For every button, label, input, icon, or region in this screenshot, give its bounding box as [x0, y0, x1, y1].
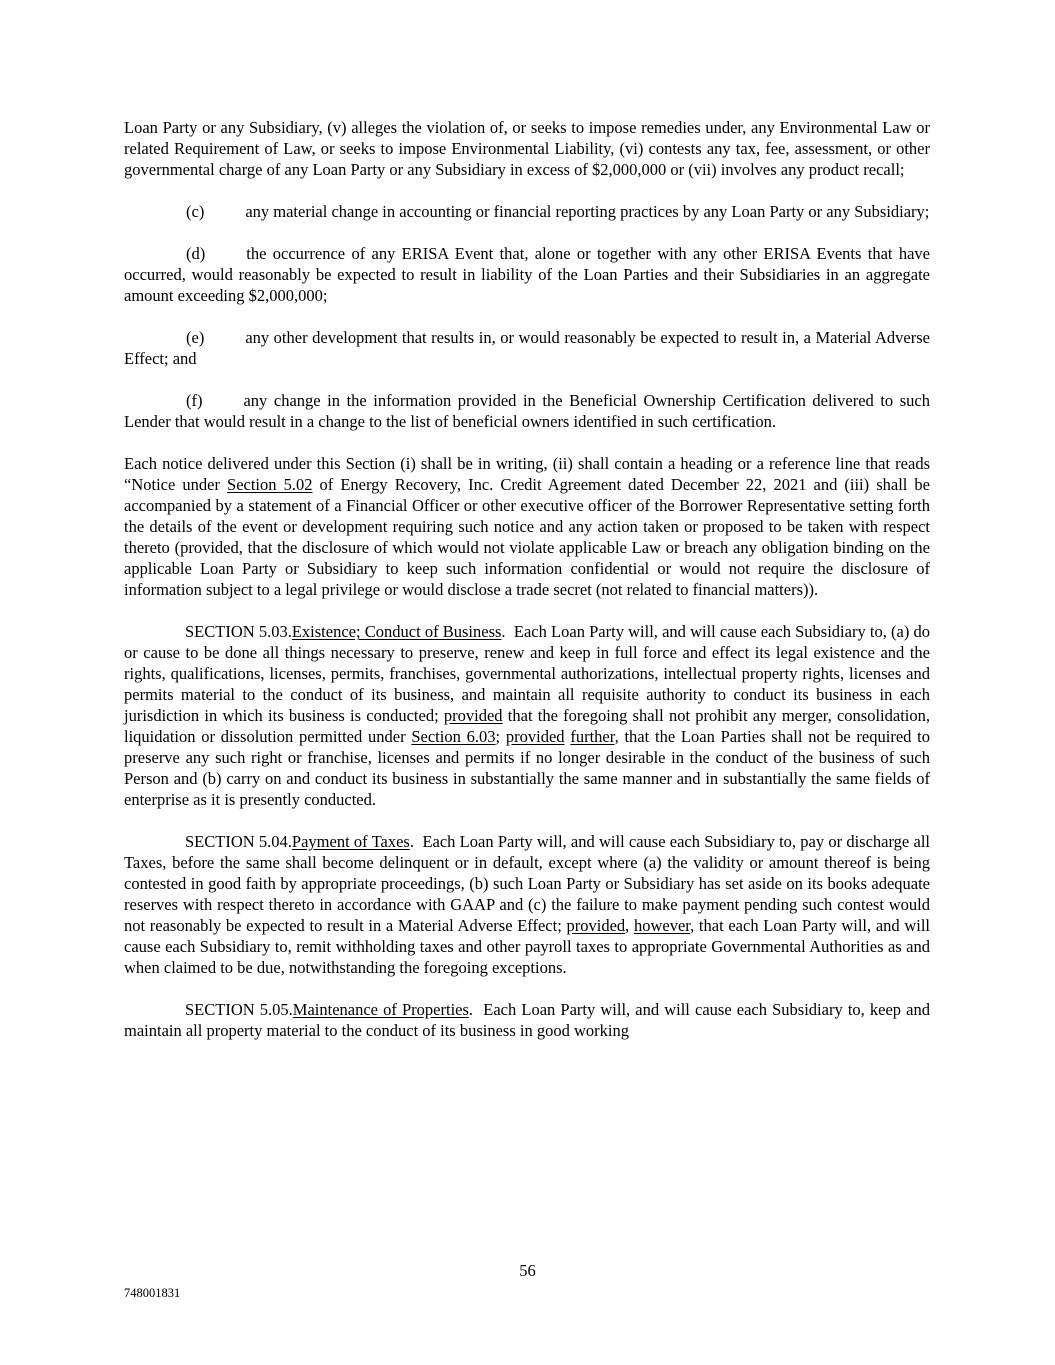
para-item-c: [124, 201, 930, 222]
text-segment: any change in the information provided in the Beneficial Ownership Certification delivered to such Lender that would result in a change to the list of beneficial owners identified in such certification.: [124, 391, 930, 431]
underlined-text-segment: provided: [443, 706, 503, 725]
para-v-continuation: [124, 117, 930, 180]
para-section-5-05: [124, 999, 930, 1041]
document-id: 748001831: [124, 1286, 181, 1300]
underlined-text-segment: Existence; Conduct of Business: [291, 622, 502, 641]
text-segment: (e): [186, 328, 205, 347]
underlined-text-segment: Section 6.03: [411, 727, 496, 746]
underlined-text-segment: Maintenance of Properties: [292, 1000, 469, 1019]
text-segment: SECTION 5.05.: [185, 1000, 293, 1019]
text-segment: . Each Loan Party will, and will cause each Subsidiary to, (a) do or cause to be done all things necessary to preserve, renew and keep in full force and effect its legal existence and the rights, qualifications, licenses, permits, franchises, governmental authorizations, intellectual property rights, licenses and permits material to the conduct of its business, and maintain all requisite authority to conduct its business in each jurisdiction in which its business is conducted;: [124, 622, 930, 725]
document-body: [124, 117, 930, 1041]
para-section-5-04: [124, 831, 930, 978]
text-segment: Loan Party or any Subsidiary, (v) alleges the violation of, or seeks to impose remedies under, any Environmental Law or related Requirement of Law, or seeks to impose Environmental Liability, (vi) contests any tax, fee, assessment, or other governmental charge of any Loan Party or any Subsidiary in excess of $2,000,000 or (vii) involves any product recall;: [124, 118, 930, 179]
text-segment: Each notice delivered under this Section (i) shall be in writing, (ii) shall contain a heading or a reference line that reads “Notice under: [124, 454, 930, 494]
text-segment: the occurrence of any ERISA Event that, alone or together with any other ERISA Events that have occurred, would reasonably be expected to result in liability of the Loan Parties and their Subsidiaries in an aggregate amount exceeding $2,000,000;: [124, 244, 930, 305]
underlined-text-segment: however: [633, 916, 691, 935]
text-segment: ,: [625, 916, 634, 935]
text-segment: . Each Loan Party will, and will cause each Subsidiary to, pay or discharge all Taxes, before the same shall become delinquent or in default, except where (a) the validity or amount thereof is being contested in good faith by appropriate proceedings, (b) such Loan Party or Subsidiary has set aside on its books adequate reserves with respect thereto in accordance with GAAP and (c) the failure to make payment pending such contest would not reasonably be expected to result in a Material Adverse Effect;: [124, 832, 930, 935]
para-item-e: [124, 327, 930, 369]
text-segment: (d): [186, 244, 206, 263]
text-segment: , that the Loan Parties shall not be required to preserve any such right or franchise, licenses and permits if no longer desirable in the conduct of the business of such Person and (b) carry on and conduct its business in substantially the same manner and in substantially the same fields of enterprise as it is presently conducted.: [124, 727, 931, 809]
text-segment: any material change in accounting or financial reporting practices by any Loan Party or any Subsidiary;: [245, 202, 930, 221]
underlined-text-segment: provided: [505, 727, 565, 746]
para-item-d: [124, 243, 930, 306]
text-segment: (f): [186, 391, 203, 410]
text-segment: SECTION 5.04.: [185, 832, 292, 851]
text-segment: , that each Loan Party will, and will cause each Subsidiary to, remit withholding taxes and other payroll taxes to appropriate Governmental Authorities as and when claimed to be due, notwithstanding the foregoing exceptions.: [124, 916, 931, 977]
text-segment: (c): [186, 202, 205, 221]
text-segment: that the foregoing shall not prohibit any merger, consolidation, liquidation or dissolution permitted under: [124, 706, 930, 746]
underlined-text-segment: Payment of Taxes: [291, 832, 410, 851]
para-section-5-03: [124, 621, 930, 810]
text-segment: . Each Loan Party will, and will cause each Subsidiary to, keep and maintain all property material to the conduct of its business in good working: [124, 1000, 930, 1040]
text-segment: SECTION 5.03.: [185, 622, 292, 641]
text-segment: ;: [495, 727, 506, 746]
para-notice: [124, 453, 930, 600]
underlined-text-segment: provided: [566, 916, 626, 935]
para-item-f: [124, 390, 930, 432]
text-segment: any other development that results in, or would reasonably be expected to result in, a Material Adverse Effect; and: [124, 328, 930, 368]
underlined-text-segment: further: [570, 727, 615, 746]
underlined-text-segment: Section 5.02: [227, 475, 313, 494]
text-segment: of Energy Recovery, Inc. Credit Agreement dated December 22, 2021 and (iii) shall be accompanied by a statement of a Financial Officer or other executive officer of the Borrower Representative setting forth the details of the event or development requiring such notice and any action taken or proposed to be taken with respect thereto (provided, that the disclosure of which would not violate applicable Law or breach any obligation binding on the applicable Loan Party or Subsidiary to keep such information confidential or would not require the disclosure of information subject to a legal privilege or would disclose a trade secret (not related to financial matters)).: [124, 475, 931, 599]
page-number: 56: [519, 1261, 536, 1280]
